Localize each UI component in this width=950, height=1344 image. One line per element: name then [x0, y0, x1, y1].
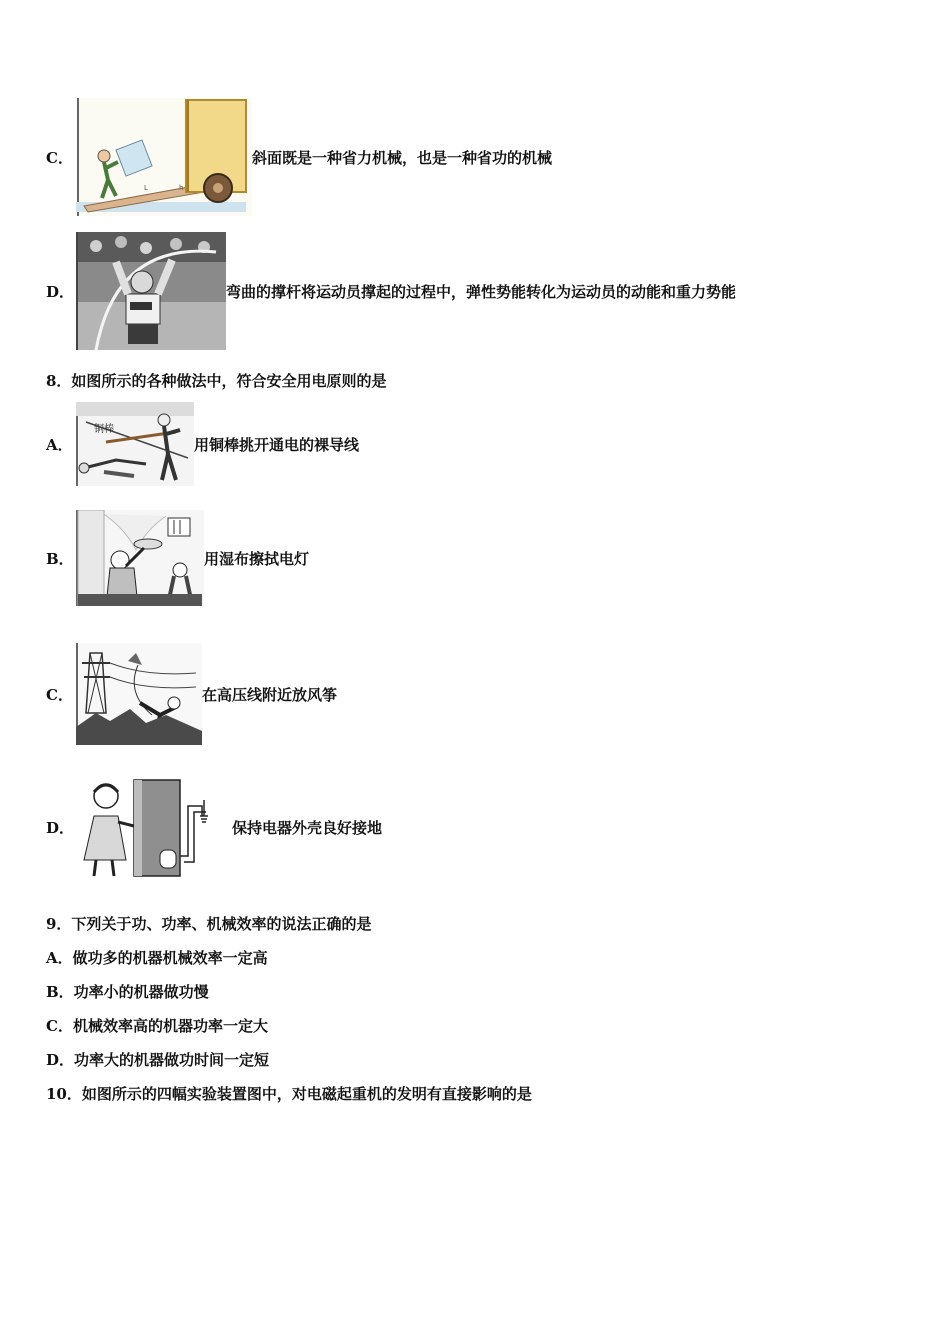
option-letter: D．	[46, 818, 75, 837]
q8-option-d	[0, 776, 382, 878]
kite-power-line-image	[76, 643, 202, 745]
question-9-stem: 9．下列关于功、功率、机械效率的说法正确的是	[46, 915, 372, 933]
image-caption: 铜棒	[94, 424, 114, 435]
q8-option-c	[0, 643, 337, 745]
option-text: 用湿布擦拭电灯	[204, 549, 310, 568]
option-text: 保持电器外壳良好接地	[232, 818, 383, 837]
wet-cloth-lamp-image	[76, 510, 204, 606]
option-text: 在高压线附近放风筝	[202, 685, 338, 704]
svg-text:L: L	[144, 184, 148, 192]
option-letter: C．	[46, 148, 73, 167]
incline-ramp-image	[76, 98, 252, 216]
q9-option-d: D．功率大的机器做功时间一定短	[46, 1051, 270, 1069]
option-letter: A．	[46, 435, 73, 454]
option-text: 弯曲的撑杆将运动员撑起的过程中，弹性势能转化为运动员的动能和重力势能	[226, 282, 737, 301]
option-text: 斜面既是一种省力机械，也是一种省功的机械	[252, 148, 553, 167]
q9-option-b: B．功率小的机器做功慢	[46, 983, 209, 1001]
q7-option-d	[0, 232, 736, 350]
svg-text:h: h	[179, 184, 184, 192]
q9-option-a: A．做功多的机器机械效率一定高	[46, 949, 268, 967]
option-letter: D．	[46, 282, 75, 301]
option-text: 用铜棒挑开通电的裸导线	[194, 435, 360, 454]
q8-option-a	[0, 402, 359, 486]
q8-option-b	[0, 510, 309, 606]
option-letter: C．	[46, 685, 73, 704]
copper-rod-wire-image	[76, 402, 194, 486]
question-10-stem: 10．如图所示的四幅实验装置图中，对电磁起重机的发明有直接影响的是	[46, 1085, 532, 1103]
q7-option-c	[0, 98, 552, 216]
pole-vault-photo	[76, 232, 226, 350]
q9-option-c: C．机械效率高的机器功率一定大	[46, 1017, 268, 1035]
grounded-appliance-image	[76, 776, 232, 878]
option-letter: B．	[46, 549, 74, 568]
question-8-stem: 8．如图所示的各种做法中，符合安全用电原则的是	[46, 372, 387, 390]
